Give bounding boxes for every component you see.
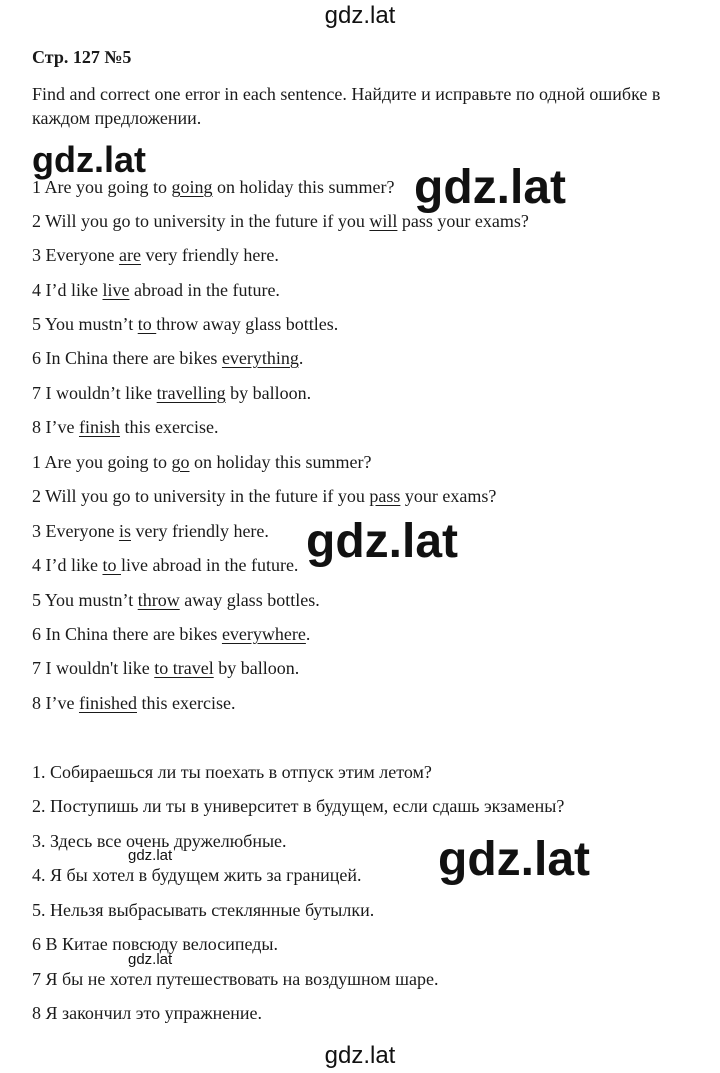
watermark: gdz.lat [32,139,146,180]
underlined-word: throw [137,590,180,610]
underlined-word: finished [78,693,137,713]
error-sentence-3: 3 Everyone are very friendly here. [32,245,279,265]
watermark-small: gdz.lat [128,847,173,864]
corrected-sentence-1: 1 Are you going to go on holiday this summer? [32,452,372,472]
translation-5: 5. Нельзя выбрасывать стеклянные бутылки. [32,900,375,920]
error-sentence-6: 6 In China there are bikes everything. [32,348,304,368]
underlined-word: everything [221,348,299,368]
corrected-sentence-5: 5 You mustn’t throw away glass bottles. [32,590,320,610]
translation-6: 6 В Китае повсюду велосипеды. [32,934,278,954]
underlined-word: to [102,555,121,575]
underlined-word: everywhere [221,624,306,644]
corrected-sentence-6: 6 In China there are bikes everywhere. [32,624,311,644]
error-sentence-5: 5 You mustn’t to throw away glass bottles. [32,314,339,334]
translation-1: 1. Собираешься ли ты поехать в отпуск этим летом? [32,762,432,782]
watermark: gdz.lat [306,515,458,568]
underlined-word: live [102,280,130,300]
translation-8: 8 Я закончил это упражнение. [32,1003,263,1023]
underlined-word: to travel [154,658,214,678]
underlined-word: pass [369,486,401,506]
corrected-sentence-2: 2 Will you go to university in the future if you pass your exams? [32,486,497,506]
error-sentence-1: 1 Are you going to going on holiday this summer? [32,177,395,197]
error-sentence-7: 7 I wouldn’t like travelling by balloon. [32,383,312,403]
translation-2: 2. Поступишь ли ты в университет в будущем, если сдашь экзамены? [32,796,565,816]
corrected-sentence-7: 7 I wouldn't like to travel by balloon. [32,658,300,678]
translation-3: 3. Здесь все очень дружелюбные. [32,831,287,851]
instructions: Find and correct one error in each sentence. Найдите и исправьте по одной ошибке в каждом предложении. [32,84,661,128]
watermark: gdz.lat [438,833,590,886]
corrected-sentence-8: 8 I’ve finished this exercise. [32,693,236,713]
watermark-top: gdz.lat [324,2,396,29]
error-sentence-2: 2 Will you go to university in the future if you will pass your exams? [32,211,529,231]
underlined-word: will [369,211,398,231]
corrected-sentence-4: 4 I’d like to live abroad in the future. [32,555,299,575]
underlined-word: to [137,314,157,334]
error-sentence-8: 8 I’ve finish this exercise. [32,417,219,437]
underlined-word: go [171,452,190,472]
corrected-sentence-3: 3 Everyone is very friendly here. [32,521,269,541]
underlined-word: is [118,521,131,541]
watermark: gdz.lat [414,161,566,214]
watermark-small: gdz.lat [128,951,173,968]
underlined-word: finish [78,417,120,437]
page-title: Стр. 127 №5 [32,47,132,67]
translation-4: 4. Я бы хотел в будущем жить за границей. [32,865,362,885]
error-sentence-4: 4 I’d like live abroad in the future. [32,280,280,300]
translation-7: 7 Я бы не хотел путешествовать на воздушном шаре. [32,969,439,989]
underlined-word: travelling [156,383,226,403]
underlined-word: are [118,245,141,265]
underlined-word: going [171,177,213,197]
watermark-bottom: gdz.lat [324,1042,396,1069]
